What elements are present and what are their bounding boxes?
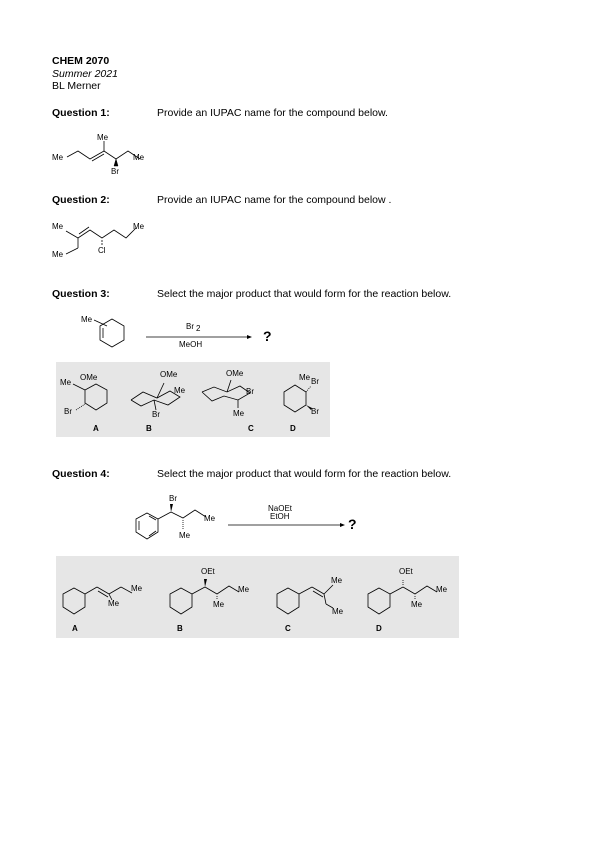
atom-label: Br xyxy=(111,167,119,176)
atom-label: Me xyxy=(179,531,191,540)
course-author: BL Merner xyxy=(52,80,101,92)
atom-label: Me xyxy=(133,153,145,162)
atom-label: OMe xyxy=(160,370,178,379)
reagent-subscript: 2 xyxy=(196,324,201,333)
question-mark: ? xyxy=(263,328,272,344)
question-3-text: Select the major product that would form for the reaction below. xyxy=(157,288,452,300)
choice-a-label[interactable]: A xyxy=(72,624,78,633)
question-1-label: Question 1: xyxy=(52,107,110,119)
atom-label: Me xyxy=(131,584,143,593)
atom-label: Br xyxy=(246,387,254,396)
atom-label: Me xyxy=(233,409,245,418)
atom-label: Cl xyxy=(98,246,106,255)
atom-label: Me xyxy=(436,585,448,594)
choice-d-label[interactable]: D xyxy=(290,424,296,433)
atom-label: OEt xyxy=(201,567,215,576)
choice-a-label[interactable]: A xyxy=(93,424,99,433)
choice-c-label[interactable]: C xyxy=(285,624,291,633)
atom-label: Me xyxy=(81,315,93,324)
reagent-meoh: MeOH xyxy=(179,340,203,349)
question-2-label: Question 2: xyxy=(52,194,110,206)
atom-label: Me xyxy=(52,250,64,259)
atom-label: Br xyxy=(169,494,177,503)
atom-label: Me xyxy=(97,133,109,142)
question-2-text: Provide an IUPAC name for the compound below . xyxy=(157,194,392,206)
atom-label: Br xyxy=(152,410,160,419)
question-3-label: Question 3: xyxy=(52,288,110,300)
atom-label: Me xyxy=(332,607,344,616)
atom-label: Me xyxy=(238,585,250,594)
question-4-label: Question 4: xyxy=(52,468,110,480)
choice-b-label[interactable]: B xyxy=(146,424,152,433)
question-mark: ? xyxy=(348,516,357,532)
choice-b-label[interactable]: B xyxy=(177,624,183,633)
atom-label: Me xyxy=(213,600,225,609)
atom-label: Me xyxy=(108,599,120,608)
atom-label: Br xyxy=(64,407,72,416)
atom-label: Me xyxy=(52,153,64,162)
atom-label: Me xyxy=(174,386,186,395)
question-1-text: Provide an IUPAC name for the compound below. xyxy=(157,107,388,119)
atom-label: Me xyxy=(133,222,145,231)
reagent-etoh: EtOH xyxy=(270,512,290,521)
atom-label: Br xyxy=(311,377,319,386)
atom-label: Me xyxy=(299,373,311,382)
question-4-text: Select the major product that would form for the reaction below. xyxy=(157,468,452,480)
atom-label: Br xyxy=(311,407,319,416)
atom-label: Me xyxy=(204,514,216,523)
reagent-naoet: NaOEt xyxy=(268,504,293,513)
atom-label: Me xyxy=(331,576,343,585)
course-term: Summer 2021 xyxy=(52,67,118,80)
atom-label: Me xyxy=(411,600,423,609)
choice-d-label[interactable]: D xyxy=(376,624,382,633)
course-code: CHEM 2070 xyxy=(52,55,110,67)
atom-label: OMe xyxy=(80,373,98,382)
reagent-br2: Br xyxy=(186,322,194,331)
atom-label: OEt xyxy=(399,567,413,576)
choice-c-label[interactable]: C xyxy=(248,424,254,433)
atom-label: Me xyxy=(52,222,64,231)
atom-label: Me xyxy=(60,378,72,387)
atom-label: OMe xyxy=(226,369,244,378)
